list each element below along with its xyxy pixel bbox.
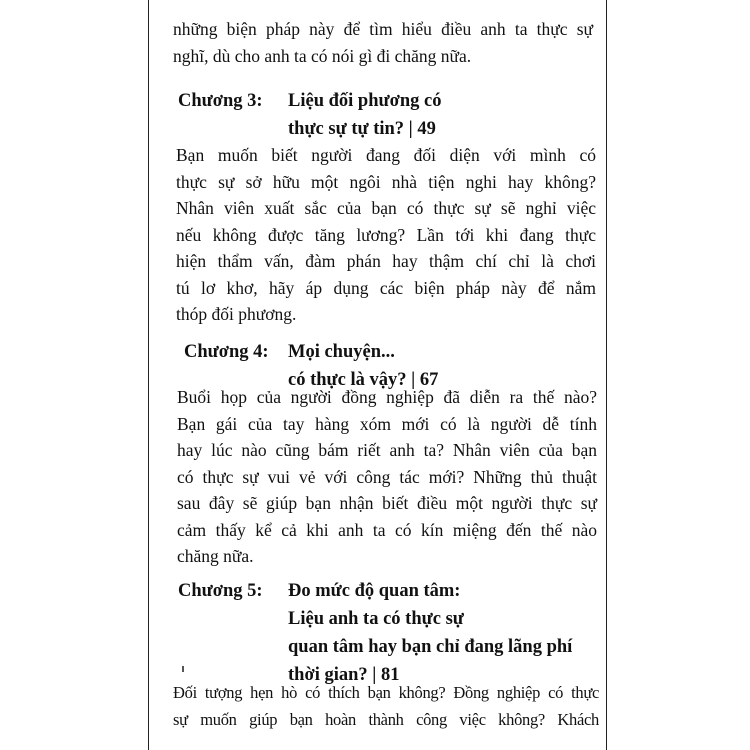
chapter-title-line: có thực là vậy? | 67 (288, 370, 439, 390)
text-line: Đối tượng hẹn hò có thích bạn không? Đồng nghiệp có thực (173, 683, 599, 702)
print-speck (182, 666, 184, 672)
text-line: Buổi họp của người đồng nghiệp đã diễn ra thế nào? (177, 387, 597, 407)
text-line: Nhân viên xuất sắc của bạn có thực sự sẽ nghỉ việc (176, 198, 596, 218)
text-line: sự muốn giúp bạn hoàn thành công việc không? Khách (173, 709, 599, 729)
text-line: nếu không được tăng lương? Lần tới khi đang thực (176, 224, 596, 245)
intro-paragraph (173, 16, 593, 69)
chapter-label: Chương 5: (178, 581, 263, 601)
text-line: sau đây sẽ giúp bạn nhận biết điều một người thực sự (177, 493, 597, 513)
text-line: những biện pháp này để tìm hiểu điều anh ta thực sự (173, 19, 593, 39)
chapter-title-line: Liệu đối phương có (288, 91, 442, 111)
text-line: nghĩ, dù cho anh ta có nói gì đi chăng nữa. (173, 45, 472, 66)
chapter-title-line: Liệu anh ta có thực sự (288, 609, 464, 629)
chapter-3-heading (178, 87, 441, 143)
chapter-3-body (176, 142, 596, 328)
chapter-5-heading (178, 577, 572, 689)
text-line: chăng nữa. (177, 546, 254, 566)
chapter-title-line: thời gian? | 81 (288, 665, 400, 685)
text-line: hiện thẩm vấn, đàm phán hay thậm chí chỉ là chơi (176, 251, 596, 271)
text-line: hay lúc nào cũng bám riết anh ta? Nhân viên của bạn (177, 440, 597, 460)
chapter-title-line: Mọi chuyện... (288, 342, 395, 362)
text-line: cảm thấy kể cả khi anh ta có kín miệng đến thế nào (177, 519, 597, 540)
chapter-5-body (173, 680, 599, 733)
text-line: tú lơ khơ, hãy áp dụng các biện pháp này để nắm (176, 277, 596, 298)
chapter-title-line: quan tâm hay bạn chỉ đang lãng phí (288, 637, 573, 657)
text-line: Bạn muốn biết người đang đối diện với mình có (176, 145, 596, 165)
chapter-4-body (177, 384, 597, 570)
chapter-label: Chương 4: (184, 342, 269, 362)
text-line: Bạn gái của tay hàng xóm mới có là người dễ tính (177, 413, 597, 434)
text-line: thóp đối phương. (176, 304, 297, 324)
text-line: thực sự sở hữu một ngôi nhà tiện nghi hay không? (176, 171, 596, 192)
chapter-label: Chương 3: (178, 91, 263, 111)
text-line: có thực sự vui vẻ với công tác mới? Những thủ thuật (177, 466, 597, 487)
chapter-title-line: Đo mức độ quan tâm: (288, 581, 461, 601)
chapter-title-line: thực sự tự tin? | 49 (288, 119, 436, 139)
